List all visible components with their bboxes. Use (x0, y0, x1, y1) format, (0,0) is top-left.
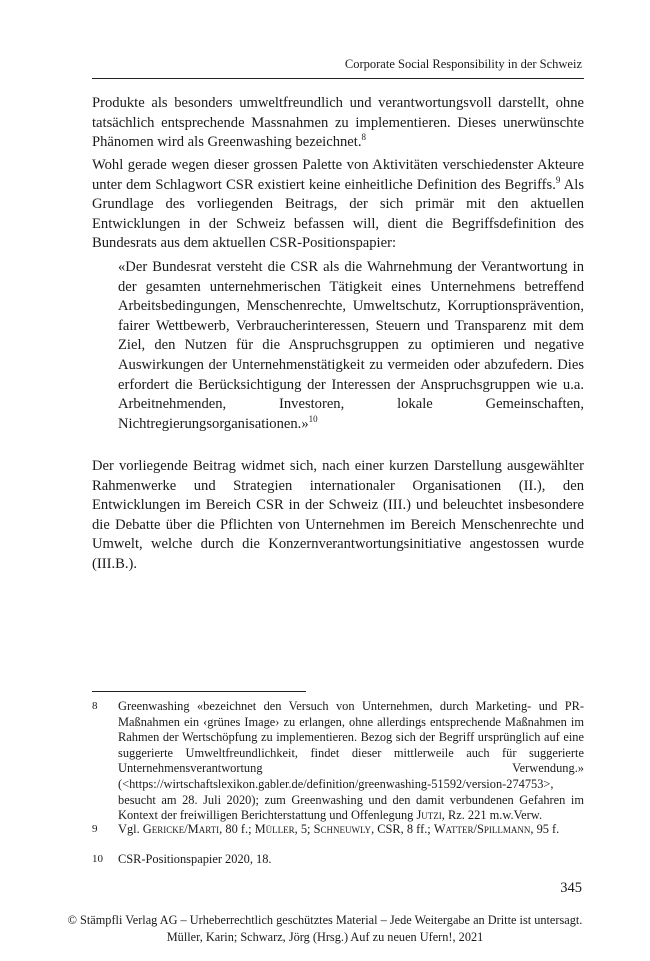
footnote-ref-8[interactable]: 8 (361, 132, 366, 143)
body-paragraph-4 (92, 457, 584, 575)
footer-line-1: © Stämpfli Verlag AG – Urheberrechtlich geschütztes Material – Jede Weitergabe an Dritte ist untersagt. (67, 913, 583, 927)
footnote-pre: Vgl. (118, 822, 143, 836)
footnote-t1: , 80 f.; (219, 822, 255, 836)
footnote-text-b: , Rz. 221 m.w.Verw. (441, 808, 543, 823)
footnote-number: 9 (92, 823, 98, 835)
footnote-ref-9[interactable]: 9 (555, 174, 561, 185)
paragraph-text: Produkte als besonders umweltfreundlich und verantwortungsvoll darstellt, ohne tatsächlich entsprechende Massnahmen zu implementieren. Dieses unerwünschte Phänomen wird als Greenwashing bezeichnet. (92, 95, 584, 151)
footnote-9 (92, 822, 584, 838)
footnote-8 (92, 699, 584, 824)
footnote-text: CSR-Positionspapier 2020, 18. (118, 852, 272, 866)
footnote-text-a: Greenwashing «bezeichnet den Versuch von Unternehmen, durch Marketing- und PR-Maßnahmen ein ‹grünes Image› zu erlangen, ohne allerdings entsprechende Maßnahmen im Rahmen der Wertschöpfung zu implementieren. Bezog sich der Begriff ursprünglich auf eine suggerierte Umweltfreundlichkeit, findet dieser mittlerweile auch für suggerierte Unternehmensverantwortung Verwendung.» (<https://wirtschaftslexikon.gabler.de/definition/greenwashing-51592/version-274753>, besucht am 28. Juli 2020); zum Greenwashing und den damit verbundenen Gefahren im Kontext der freiwilligen Berichterstattung und Offenlegung (118, 699, 584, 823)
copyright-footer (0, 912, 650, 946)
running-header: Corporate Social Responsibility in der Schweiz (344, 57, 582, 71)
footnote-number: 8 (92, 700, 98, 712)
footnote-number: 10 (92, 853, 103, 865)
paragraph-text-cont: Als Grundlage des vorliegenden Beitrags, der sich primär mit den aktuellen Entwicklungen in der Schweiz befassen will, dient die Begriffsdefinition des Bundesrats aus dem aktuellen CSR-Positionspapier: (92, 176, 584, 252)
paragraph-text: Wohl gerade wegen dieser grossen Palette von Aktivitäten verschiedenster Akteure unter dem Schlagwort CSR existiert keine einheitliche Definition des Begriffs. (92, 157, 584, 193)
footnote-author-2: Müller (254, 822, 295, 836)
footnote-t3: , CSR, 8 ff.; (371, 822, 434, 836)
footnote-text (118, 699, 584, 824)
footnote-t2: , 5; (294, 822, 314, 836)
paragraph-text: Der vorliegende Beitrag widmet sich, nach einer kurzen Darstellung ausgewählter Rahmenwerke und Strategien internationaler Organisationen (II.), den Entwicklungen im Bereich CSR in der Schweiz (III.) und beleuchtet insbesondere die Debatte über die Pflichten von Unternehmen im Bereich Menschenrechte und Umwelt, welche durch die Konzernverantwortungsinitiative angestossen wurde (III.B.). (92, 458, 584, 572)
footnote-author-1: Gericke/Marti (142, 822, 220, 836)
footnote-author: Jutzi (416, 808, 442, 823)
footnote-10 (92, 852, 584, 868)
footnote-author-4: Watter/Spillmann (433, 822, 531, 836)
block-quote (118, 258, 584, 434)
footnote-t4: , 95 f. (530, 822, 560, 836)
body-paragraph-1 (92, 94, 584, 153)
footnote-author-3: Schneuwly (313, 822, 372, 836)
footnote-ref-10[interactable]: 10 (308, 413, 318, 424)
header-rule (92, 78, 584, 79)
quote-text: «Der Bundesrat versteht die CSR als die Wahrnehmung der Verantwortung in der gesamten unternehmerischen Tätigkeit eines Unternehmens betreffend Arbeitsbedingungen, Menschenrechte, Umweltschutz, Korruptionsprävention, fairer Wettbewerb, Verbraucherinteressen, Steuern und Transparenz mit dem Ziel, den Nutzen für die Anspruchsgruppen zu optimieren und negative Auswirkungen der Unternehmenstätigkeit zu vermeiden oder abzufedern. Dies erfordert die Berücksichtigung der Interessen der Anspruchsgruppen wie u.a. Arbeitnehmenden, Investoren, lokale Gemeinschaften, Nichtregierungsorganisationen.» (118, 259, 584, 432)
footer-line-2: Müller, Karin; Schwarz, Jörg (Hrsg.) Auf zu neuen Ufern!, 2021 (166, 930, 484, 944)
body-paragraph-2 (92, 156, 584, 254)
footnote-rule (92, 691, 306, 692)
footnote-text (118, 822, 584, 838)
page-number: 345 (560, 880, 582, 896)
